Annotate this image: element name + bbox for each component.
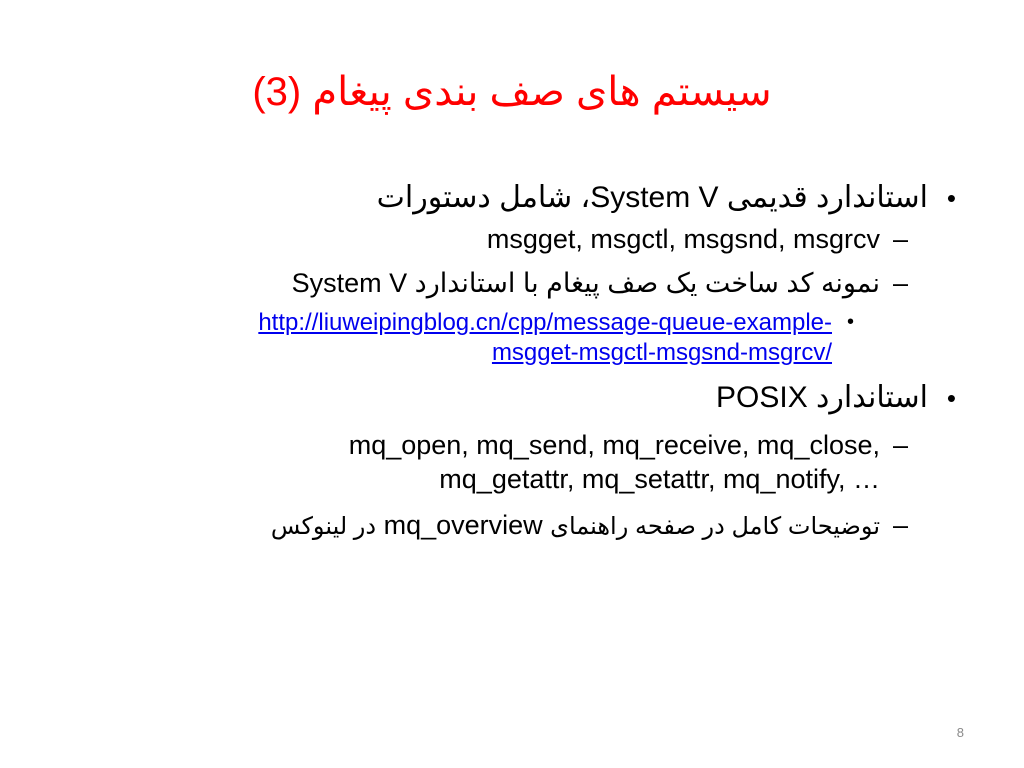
subitem-code: msgget, msgctl, msgsnd, msgrcv xyxy=(486,224,880,254)
dash-marker: – xyxy=(892,268,908,298)
bullet-system-v xyxy=(40,178,984,218)
dash-marker: – xyxy=(892,510,908,540)
subitem-code: System V xyxy=(291,268,408,298)
code-line-2: mq_getattr, mq_setattr, mq_notify, … xyxy=(439,464,880,494)
code-line-1: mq_open, mq_send, mq_receive, mq_close, xyxy=(348,430,880,460)
link-line-2[interactable]: msgget-msgctl-msgsnd-msgrcv/ xyxy=(491,339,832,366)
page-number: 8 xyxy=(956,725,964,740)
subitem-text-after: در لینوکس xyxy=(270,513,377,540)
bullet-text-before: استاندارد قدیمی xyxy=(726,181,928,214)
subitem-text: نمونه کد ساخت یک صف پیغام با استاندارد xyxy=(414,268,880,298)
link-line-1[interactable]: http://liuweipingblog.cn/cpp/message-queue-example- xyxy=(258,309,832,336)
subitem-text-before: توضیحات کامل در صفحه راهنمای xyxy=(550,513,880,540)
bullet-posix xyxy=(40,378,984,418)
dash-marker: – xyxy=(892,430,908,460)
bullet-marker: • xyxy=(946,383,956,413)
slide-body xyxy=(40,178,984,544)
subitem-sample-code xyxy=(40,266,984,300)
subitem-mq-commands xyxy=(40,428,984,496)
dash-marker: – xyxy=(892,224,908,254)
bullet-code: System V xyxy=(590,181,719,214)
subitem-code: mq_overview xyxy=(383,510,543,540)
bullet-text-after: ، شامل دستورات xyxy=(376,181,591,214)
subitem-code-block xyxy=(349,428,880,496)
subitem-msg-commands xyxy=(40,222,984,256)
bullet-code: POSIX xyxy=(716,381,808,414)
example-link[interactable] xyxy=(258,308,832,368)
bullet-marker: • xyxy=(846,311,854,333)
bullet-text-before: استاندارد xyxy=(816,381,928,414)
slide-title: سیستم های صف بندی پیغام (3) xyxy=(252,70,772,114)
subsubitem-link xyxy=(40,308,984,368)
subitem-mq-overview xyxy=(40,508,984,544)
bullet-marker: • xyxy=(946,183,956,213)
